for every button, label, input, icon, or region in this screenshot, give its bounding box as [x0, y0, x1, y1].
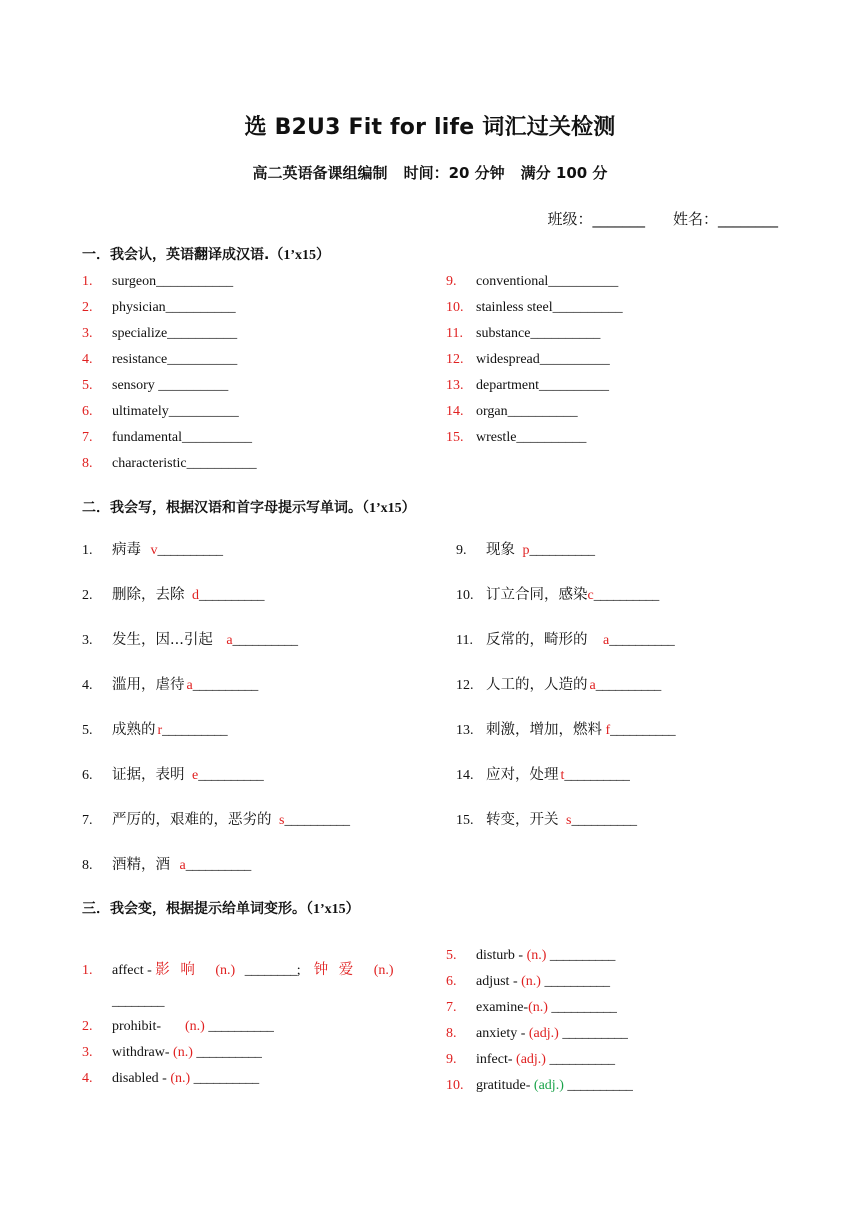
item-blank[interactable]: __________: [544, 974, 610, 989]
section3-item: [446, 1052, 614, 1068]
item-blank[interactable]: __________: [185, 858, 251, 873]
section3-item: [446, 974, 609, 990]
section1-points: （1’x15）: [269, 248, 330, 263]
item-number: 7.: [446, 1000, 457, 1015]
section1-item: [82, 274, 233, 290]
section2-heading-text: 二．我会写，根据汉语和首字母提示写单词。: [82, 500, 362, 516]
section2-item: [82, 628, 298, 649]
item-chinese: 删除，去除: [112, 587, 185, 603]
item-chinese: 反常的，畸形的: [486, 632, 588, 648]
item-chinese: 严厉的，艰难的，恶劣的: [112, 812, 272, 828]
item-hint-letter: a: [589, 678, 596, 693]
item-number: 13.: [446, 378, 464, 393]
item-chinese: 证据，表明: [112, 767, 185, 783]
item-number: 4.: [82, 1071, 93, 1086]
item-word: gratitude-: [476, 1078, 531, 1093]
item-blank[interactable]: __________: [564, 768, 630, 783]
item-number: 6.: [82, 404, 93, 419]
item-hint-letter: r: [157, 723, 163, 738]
section1-item: [446, 430, 586, 446]
section2-item: [456, 538, 595, 559]
item-hint-letter: c: [587, 588, 594, 603]
item-blank[interactable]: ________;: [244, 963, 301, 978]
item-number: 8.: [82, 858, 93, 873]
item-number: 6.: [446, 974, 457, 989]
item-word: disabled -: [112, 1071, 167, 1086]
item-hint-letter: s: [279, 813, 285, 828]
item-number: 8.: [446, 1026, 457, 1041]
item-word: infect-: [476, 1052, 513, 1067]
item-number: 3.: [82, 1045, 93, 1060]
item-text[interactable]: conventional__________: [476, 274, 619, 289]
item-hint-letter: t: [560, 768, 565, 783]
item-hint-letter: p: [522, 543, 530, 558]
item-text[interactable]: department__________: [476, 378, 609, 393]
item-text[interactable]: wrestle__________: [476, 430, 587, 445]
item-chinese-hint: 钟 爱: [313, 962, 357, 978]
item-blank[interactable]: ________: [112, 994, 164, 1009]
section2-item: [456, 808, 636, 829]
item-number: 1.: [82, 963, 93, 978]
item-blank[interactable]: __________: [193, 1071, 259, 1086]
item-hint-letter: a: [186, 678, 193, 693]
item-pos: (n.): [373, 963, 394, 978]
section1-item: [82, 352, 237, 368]
item-text[interactable]: specialize__________: [112, 326, 238, 341]
item-hint-letter: a: [603, 633, 610, 648]
name-field[interactable]: 姓名：________: [672, 210, 778, 228]
item-number: 7.: [82, 430, 93, 445]
section1-item: [82, 404, 239, 420]
page-subtitle: [0, 162, 860, 183]
item-blank[interactable]: __________: [571, 813, 637, 828]
item-chinese: 滥用，虐待: [112, 677, 185, 693]
item-blank[interactable]: __________: [162, 723, 228, 738]
section1-item: [82, 326, 237, 342]
item-text[interactable]: ultimately__________: [112, 404, 239, 419]
item-number: 9.: [446, 274, 457, 289]
item-chinese: 成熟的: [112, 722, 156, 738]
item-number: 8.: [82, 456, 93, 471]
item-word: adjust -: [476, 974, 518, 989]
item-word: prohibit-: [112, 1019, 161, 1034]
item-number: 3.: [82, 633, 93, 648]
section2-item: [456, 718, 675, 739]
item-number: 6.: [82, 768, 93, 783]
item-text[interactable]: widespread__________: [476, 352, 610, 367]
item-blank[interactable]: __________: [284, 813, 350, 828]
item-chinese: 发生，因...引起: [112, 632, 213, 648]
section3-item-continuation: [112, 994, 164, 1010]
section1-item: [82, 430, 252, 446]
item-number: 2.: [82, 1019, 93, 1034]
item-blank[interactable]: __________: [208, 1019, 274, 1034]
item-number: 2.: [82, 588, 93, 603]
section2-item: [82, 718, 227, 739]
section2-points: （1’x15）: [362, 501, 416, 516]
section3-item: [446, 1026, 627, 1042]
section1-item: [446, 274, 618, 290]
section3-heading: [82, 898, 360, 918]
section1-item: [446, 378, 609, 394]
section3-item: [82, 1019, 273, 1035]
item-blank[interactable]: __________: [567, 1078, 633, 1093]
section1-heading-text: 一．我会认，英语翻译成汉语.: [82, 247, 270, 263]
item-number: 15.: [456, 813, 474, 828]
item-number: 1.: [82, 543, 93, 558]
item-hint-letter: a: [226, 633, 233, 648]
item-hint-letter: s: [566, 813, 572, 828]
section2-item: [82, 673, 258, 694]
item-chinese: 人工的，人造的: [486, 677, 588, 693]
section2-item: [82, 763, 263, 784]
item-blank[interactable]: __________: [232, 633, 298, 648]
item-number: 14.: [446, 404, 464, 419]
item-hint-letter: v: [150, 543, 158, 558]
item-number: 15.: [446, 430, 464, 445]
item-text[interactable]: stainless steel__________: [476, 300, 623, 315]
item-word: anxiety -: [476, 1026, 526, 1041]
item-blank[interactable]: __________: [157, 543, 223, 558]
section2-item: [456, 673, 661, 694]
item-pos: (n.): [526, 948, 547, 963]
item-chinese: 转变，开关: [486, 812, 559, 828]
item-hint-letter: a: [179, 858, 186, 873]
page-title: 选 B2U3 Fit for life 词汇过关检测: [244, 115, 616, 140]
item-number: 12.: [446, 352, 464, 367]
item-blank[interactable]: __________: [551, 1000, 617, 1015]
section3-points: （1’x15）: [306, 902, 360, 917]
item-number: 10.: [446, 1078, 464, 1093]
item-hint-letter: d: [192, 588, 199, 603]
item-blank[interactable]: __________: [595, 678, 661, 693]
item-number: 5.: [82, 723, 93, 738]
item-blank[interactable]: __________: [562, 1026, 628, 1041]
item-hint-letter: e: [192, 768, 199, 783]
item-chinese: 现象: [486, 542, 515, 558]
item-blank[interactable]: __________: [609, 633, 675, 648]
section2-item: [82, 853, 251, 874]
section2-item: [456, 628, 674, 649]
item-number: 10.: [446, 300, 464, 315]
item-blank[interactable]: __________: [549, 948, 615, 963]
subtitle-score: 满分 100 分: [520, 164, 608, 182]
item-blank[interactable]: __________: [549, 1052, 615, 1067]
item-text[interactable]: sensory __________: [112, 378, 229, 393]
item-number: 10.: [456, 588, 474, 603]
item-blank[interactable]: __________: [198, 768, 264, 783]
section3-item: [446, 1000, 616, 1016]
section2-item: [456, 583, 659, 604]
item-number: 5.: [82, 378, 93, 393]
item-pos: (n.): [185, 1019, 205, 1034]
subtitle-time: 时间：20 分钟: [403, 164, 505, 182]
section1-heading: [82, 244, 330, 264]
item-word: disturb -: [476, 948, 524, 963]
section2-item: [82, 538, 223, 559]
item-text[interactable]: surgeon___________: [112, 274, 234, 289]
section1-item: [82, 378, 228, 394]
item-chinese-hint: 影 响: [155, 962, 198, 978]
item-hint-letter: f: [605, 723, 611, 738]
student-info: [547, 208, 778, 229]
section1-item: [446, 352, 610, 368]
item-blank[interactable]: __________: [192, 678, 258, 693]
item-chinese: 应对，处理: [486, 767, 559, 783]
item-number: 9.: [446, 1052, 457, 1067]
item-chinese: 酒精，酒: [112, 857, 170, 873]
item-text[interactable]: substance__________: [476, 326, 601, 341]
item-number: 13.: [456, 723, 474, 738]
item-number: 11.: [456, 633, 473, 648]
item-text[interactable]: characteristic__________: [112, 456, 257, 471]
item-blank[interactable]: __________: [199, 588, 264, 603]
section1-item: [82, 300, 236, 316]
section2-item: [82, 808, 349, 829]
item-number: 12.: [456, 678, 474, 693]
section2-item: [456, 763, 629, 784]
section3-item: [82, 958, 394, 979]
item-number: 1.: [82, 274, 93, 289]
item-number: 2.: [82, 300, 93, 315]
section1-item: [446, 300, 623, 316]
item-number: 4.: [82, 678, 93, 693]
item-blank[interactable]: __________: [593, 588, 659, 603]
item-blank[interactable]: __________: [529, 543, 595, 558]
item-chinese: 病毒: [112, 542, 141, 558]
item-pos: (n.): [215, 963, 236, 978]
section2-item: [82, 583, 264, 604]
section1-item: [446, 404, 578, 420]
section3-item: [82, 1045, 261, 1061]
item-number: 4.: [82, 352, 93, 367]
item-text[interactable]: organ__________: [476, 404, 578, 419]
item-word: withdraw-: [112, 1045, 170, 1060]
item-word: affect -: [112, 963, 152, 978]
item-text[interactable]: resistance__________: [112, 352, 238, 367]
section3-item: [82, 1071, 259, 1087]
item-pos: (adj.): [533, 1078, 564, 1093]
section1-item: [446, 326, 600, 342]
item-number: 11.: [446, 326, 463, 341]
item-blank[interactable]: __________: [196, 1045, 262, 1060]
subtitle-group: 高二英语备课组编制: [252, 164, 388, 182]
item-text[interactable]: physician__________: [112, 300, 236, 315]
section2-heading: [82, 497, 416, 517]
section3-heading-text: 三．我会变，根据提示给单词变形。: [82, 901, 306, 917]
item-word: examine-: [476, 1000, 529, 1015]
item-chinese: 刺激，增加，燃料: [486, 722, 602, 738]
section1-item: [82, 456, 257, 472]
item-pos: (n.): [170, 1071, 191, 1086]
item-pos: (n.): [173, 1045, 193, 1060]
item-number: 3.: [82, 326, 93, 341]
item-pos: (n.): [521, 974, 541, 989]
item-number: 9.: [456, 543, 467, 558]
item-text[interactable]: fundamental__________: [112, 430, 252, 445]
item-number: 5.: [446, 948, 457, 963]
section3-item: [446, 948, 615, 964]
item-number: 7.: [82, 813, 93, 828]
item-pos: (n.): [528, 1000, 548, 1015]
item-pos: (adj.): [528, 1026, 559, 1041]
section3-item: [446, 1078, 632, 1094]
item-pos: (adj.): [516, 1052, 546, 1067]
item-number: 14.: [456, 768, 474, 783]
item-blank[interactable]: __________: [610, 723, 676, 738]
class-field[interactable]: 班级：_______: [547, 210, 645, 228]
item-chinese: 订立合同，感染: [486, 587, 588, 603]
